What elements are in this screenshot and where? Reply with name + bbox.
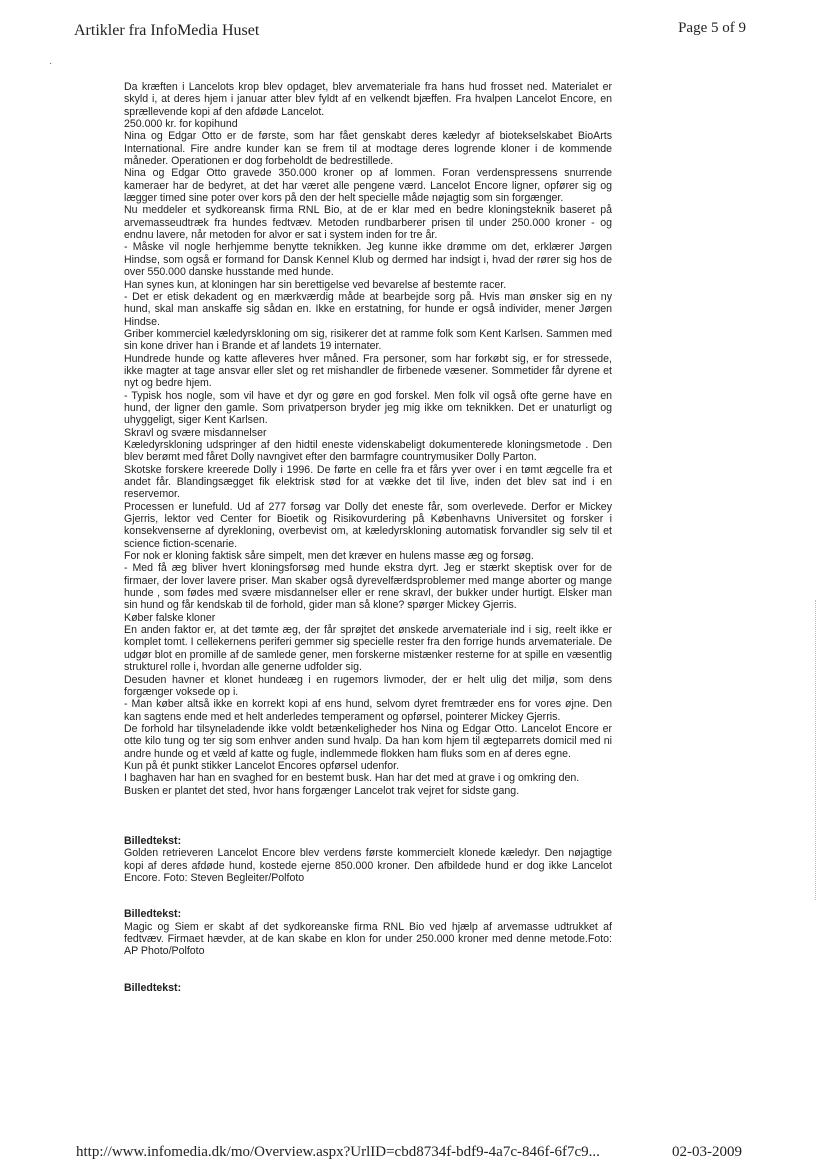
paragraph: - Det er etisk dekadent og en mærkværdig måde at bearbejde sorg på. Hvis man ønsker sig en ny hund, skal man anskaffe sig sådan en. Ikke en erstatning, for hunde er også individer, mener Jørgen Hindse. [124, 290, 612, 328]
paragraph: Processen er lunefuld. Ud af 277 forsøg var Dolly det eneste får, som overlevede. Derfor er Mickey Gjerris, lektor ved Center for Bioetik og Risikovurdering på Københavns Universitet og forsker i konsekvenserne af dyrekloning, overbevist om, at kæledyrskloning automatisk forvandler sig selv til et science fiction-scenarie. [124, 500, 612, 550]
paragraph: For nok er kloning faktisk såre simpelt, men det kræver en hulens masse æg og forsøg. [124, 550, 534, 563]
caption-label: Billedtekst: [124, 981, 182, 994]
paragraph: - Måske vil nogle herhjemme benytte teknikken. Jeg kunne ikke drømme om det, erklærer Jørgen Hindse, som også er formand for Dansk Kennel Klub og dermed har indsigt i, hvad der rører sig hos de over 550.000 danske husstande med hunde. [124, 241, 612, 279]
paragraph: - Man køber altså ikke en korrekt kopi af ens hund, selvom dyret fremtræder ens for vores øjne. Den kan sagtens ende med et helt anderledes temperament og opførsel, pointerer Mickey Gjerris. [124, 698, 612, 723]
page-number: Page 5 of 9 [678, 20, 746, 36]
paragraph: Skotske forskere kreerede Dolly i 1996. De førte en celle fra et fårs yver over i en tømt ægcelle fra et andet får. Blandingsægget fik elektrisk stød for at vække det til live, inden det blev sat ind i en reservemor. [124, 463, 612, 501]
subheading: Skravl og svære misdannelser [124, 426, 267, 439]
caption-label: Billedtekst: [124, 908, 182, 921]
paragraph: Busken er plantet det sted, hvor hans forgænger Lancelot trak vejret for sidste gang. [124, 784, 520, 797]
subheading: Køber falske kloner [124, 611, 216, 624]
paragraph: Han synes kun, at kloningen har sin berettigelse ved bevarelse af bestemte racer. [124, 278, 507, 291]
caption-text: Golden retrieveren Lancelot Encore blev verdens første kommercielt klonede kæledyr. Den nøjagtige kopi af deres afdøde hund, kostede ejerne 850.000 kroner. Den afbildede hund er dog ikke Lancelot Encore. Foto: Steven Begleiter/Polfoto [124, 847, 612, 884]
paragraph: De forhold har tilsyneladende ikke voldt betænkeligheder hos Nina og Edgar Otto. Lancelot Encore er otte kilo tung og ter sig som enhver anden sund hvalp. Da han kom hjem til ægteparrets domicil med ni andre hunde og et væld af katte og fugle, indlemmede flokken ham fluks som en af deres egne. [124, 722, 612, 760]
paragraph: - Med få æg bliver hvert kloningsforsøg med hunde ekstra dyrt. Jeg er stærkt skeptisk over for de firmaer, der lover lavere priser. Man skaber også dyrevelfærdsproblemer med mange aborter og mange hunde , som fødes med svære misdannelser eller er rene skravl, der bukker under hurtigt. Elsker man sin hund og får kendskab til de forhold, gider man så klone? spørger Mickey Gjerris. [124, 562, 612, 612]
paragraph: I baghaven har han en svaghed for en bestemt busk. Han har det med at grave i og omkring den. [124, 772, 580, 785]
footer-url[interactable]: http://www.infomedia.dk/mo/Overview.aspx?UrlID=cbd8734f-bdf9-4a7c-846f-6f7c9... [76, 1144, 600, 1160]
spacer [124, 884, 612, 908]
caption-text: Magic og Siem er skabt af det sydkoreanske firma RNL Bio ved hjælp af arvemasse udtrukket af fedtvæv. Firmaet hævder, at de kan skabe en klon for under 250.000 kroner med denne metode.Foto: AP Photo/Polfoto [124, 920, 612, 958]
paragraph: - Typisk hos nogle, som vil have et dyr og gøre en god forskel. Men folk vil også ofte gerne have en hund, der ligner den gamle. Som privatperson bryder jeg mig ikke om teknikken. Det er unaturligt og uhyggeligt, siger Kent Karlsen. [124, 389, 612, 427]
spacer [124, 958, 612, 982]
subheading: 250.000 kr. for kopihund [124, 118, 238, 131]
header-source: Artikler fra InfoMedia Huset [74, 22, 260, 39]
paragraph: Kun på ét punkt stikker Lancelot Encores opførsel udenfor. [124, 759, 400, 772]
paragraph: En anden faktor er, at det tømte æg, der får sprøjtet det ønskede arvemateriale ind i sig, reelt ikke er komplet tomt. I cellekernens periferi gemmer sig specielle rester fra den forrige hunds arvemateriale. De udgør blot en promille af de samlede gener, men forskerne mistænker resterne for at spille en væsentlig strukturel rolle i, hvordan alle generne udfolder sig. [124, 624, 612, 674]
paragraph: Da kræften i Lancelots krop blev opdaget, blev arvemateriale fra hans hud frosset ned. Materialet er skyld i, at deres hjem i januar atter blev fyldt af en velkendt bjæffen. Fra hvalpen Lancelot Encore, en sprællevende kopi af den afdøde Lancelot. [124, 81, 612, 118]
paragraph: Hundrede hunde og katte afleveres hver måned. Fra personer, som har forkøbt sig, er for stressede, ikke magter at tage ansvar eller slet og ret mishandler de firbenede væsener. Sommetider får dyrene et nyt og bedre hjem. [124, 352, 612, 390]
paragraph: Desuden havner et klonet hundeæg i en rugemors livmoder, der er helt ulig det miljø, som dens forgænger voksede op i. [124, 673, 612, 698]
paragraph: Nu meddeler et sydkoreansk firma RNL Bio, at de er klar med en bedre kloningsteknik baseret på arvemasseudtræk fra hundes fedtvæv. Metoden rundbarberer prisen til under 250.000 kroner - og endnu lavere, når metoden for alvor er sat i system inden for tre år. [124, 204, 612, 242]
spacer [124, 797, 612, 835]
article-body [124, 81, 612, 994]
scan-edge-noise [813, 600, 816, 900]
paragraph: Nina og Edgar Otto er de første, som har fået genskabt deres kæledyr af biotekselskabet BioArts International. Fire andre kunder kan se frem til at modtage deres logrende kloner i de kommende måneder. Operationen er dog forbeholdt de bedrestillede. [124, 130, 612, 168]
footer-date: 02-03-2009 [672, 1144, 742, 1160]
paragraph: Kæledyrskloning udspringer af den hidtil eneste videnskabeligt dokumenterede kloningsmetode . Den blev berømt med fåret Dolly navngivet efter den barmfagre countrymusiker Dolly Parton. [124, 438, 612, 464]
margin-mark: · [49, 58, 53, 69]
paragraph: Nina og Edgar Otto gravede 350.000 kroner op af lommen. Foran verdenspressens snurrende kameraer har de bedyret, at det har været alle pengene værd. Lancelot Encore ligner, opfører sig og lægger timed sine poter over kors på den der helt specielle måde nøjagtig som sin forgænger. [124, 167, 612, 205]
caption-label: Billedtekst: [124, 834, 182, 847]
paragraph: Griber kommerciel kæledyrskloning om sig, risikerer det at ramme folk som Kent Karlsen. Sammen med sin kone driver han i Brande et af landets 19 internater. [124, 327, 612, 353]
